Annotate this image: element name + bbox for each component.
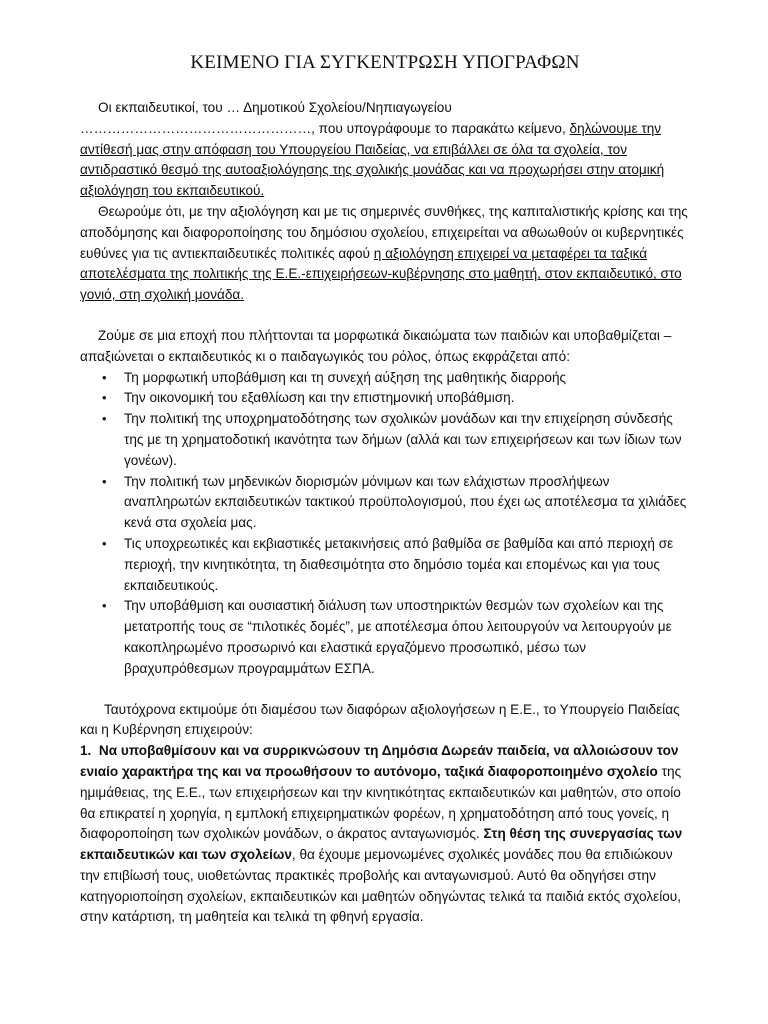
spacer xyxy=(80,306,690,326)
second-paragraph-text: Θεωρούμε ότι, με την αξιολόγηση και με τις σημερινές συνθήκες, της καπιταλιστικής κρίσης και της αποδόμησης και διαφοροποίησης του δημόσιου σχολείου, επιχειρείται να αθωωθούν οι κυβερνητικές ευθύνες για τις αντιεκπαιδευτικές πολιτικές αφού xyxy=(80,203,688,261)
list-item-text: Τις υποχρεωτικές και εκβιαστικές μετακινήσεις από βαθμίδα σε βαθμίδα και από περιοχή σε περιοχή, την κινητικότητα, τη διαθεσιμότητα στο δημόσιο τομέα και επομένως και για τους εκπαιδευτικούς. xyxy=(124,535,674,593)
second-paragraph xyxy=(80,202,690,306)
list-item-text: Την οικονομική του εξαθλίωση και την επιστημονική υποβάθμιση. xyxy=(124,390,515,406)
intro-paragraph xyxy=(80,98,690,202)
list-item xyxy=(80,472,690,534)
list-item-text: Την πολιτική των μηδενικών διορισμών μόνιμων και των ελάχιστων προσλήψεων αναπληρωτών εκπαιδευτικών τακτικού προϋπολογισμού, που έχει ως αποτέλεσμα τα χιλιάδες κενά στα σχολεία μας. xyxy=(124,473,687,531)
list-item xyxy=(80,596,690,679)
third-paragraph: Ζούμε σε μια εποχή που πλήττονται τα μορφωτικά δικαιώματα των παιδιών και υποβαθμίζεται – απαξιώνεται ο εκπαιδευτικός κι ο παιδαγωγικός του ρόλος, όπως εκφράζεται από: xyxy=(80,327,672,364)
list-item xyxy=(80,534,690,596)
point-one-paragraph xyxy=(80,741,690,928)
bullet-icon: • xyxy=(102,598,107,614)
bullet-icon: • xyxy=(102,535,107,551)
point-one-bold-lead: Να υποβαθμίσουν και να συρρικνώσουν τη Δημόσια Δωρεάν παιδεία, να αλλοιώσουν τον ενιαίο χαρακτήρα της και να προωθήσουν το αυτόνομο, ταξικά διαφοροποιημένο σχολείο xyxy=(80,743,679,779)
list-item-text: Την υποβάθμιση και ουσιαστική διάλυση των υποστηρικτών θεσμών των σχολείων και της μετατροπής τους σε “πιλοτικές δομές”, με αποτέλεσμα όπου λειτουργούν να λειτουργούν με κακοπληρωμένο προσωρινό και ελαστικά εργαζόμενο προσωπικό, μέσω των βραχυπρόθεσμων προγραμμάτων ΕΣΠΑ. xyxy=(124,598,672,676)
second-paragraph-emphasis: η αξιολόγηση επιχειρεί να μεταφέρει τα ταξικά αποτελέσματα της πολιτικής της Ε.Ε.-επιχειρήσεων-κυβέρνησης στο μαθητή, στον εκπαιδευτικό, στο γονιό, στη σχολική μονάδα. xyxy=(80,245,682,303)
bullet-icon: • xyxy=(102,369,107,385)
document-title: ΚΕΙΜΕΝΟ ΓΙΑ ΣΥΓΚΕΝΤΡΩΣΗ ΥΠΟΓΡΑΦΩΝ xyxy=(190,52,580,73)
bullet-icon: • xyxy=(102,390,107,406)
list-item xyxy=(80,368,690,389)
fourth-paragraph: Ταυτόχρονα εκτιμούμε ότι διαμέσου των διαφόρων αξιολογήσεων η Ε.Ε., το Υπουργείο Παιδείας και η Κυβέρνηση επιχειρούν: xyxy=(80,701,680,738)
point-one-text-end: , θα έχουμε μεμονωμένες σχολικές μονάδες που θα επιδιώκουν την επιβίωσή τους, υιοθετώντας πρακτικές προβολής και ανταγωνισμού. Αυτό θα οδηγήσει στην κατηγοριοποίηση σχολείων, εκπαιδευτικών και μαθητών οδηγώντας τελικά τα παιδιά εκτός σχολείου, στην κατάρτιση, τη μαθητεία και τελικά τη φθηνή εργασία. xyxy=(80,847,682,925)
list-item-text: Τη μορφωτική υποβάθμιση και τη συνεχή αύξηση της μαθητικής διαρροής xyxy=(124,369,567,385)
spacer xyxy=(80,680,690,700)
point-one-number: 1. xyxy=(80,743,92,759)
point-one-bold-middle: Στη θέση της συνεργασίας των εκπαιδευτικών και των σχολείων xyxy=(80,826,683,863)
intro-emphasis: δηλώνουμε την αντίθεσή μας στην απόφαση του Υπουργείου Παιδείας, να επιβάλλει σε όλα τα σχολεία, τον αντιδραστικό θεσμό της αυτοαξιολόγησης της σχολικής μονάδας και να προχωρήσει στην ατομική αξιολόγηση του εκπαιδευτικού. xyxy=(80,120,665,199)
list-item xyxy=(80,409,690,471)
bullet-icon: • xyxy=(102,411,107,427)
intro-text: Οι εκπαιδευτικοί, του … Δημοτικού Σχολείου/Νηπιαγωγείου ……………………………………………, που υπογράφουμε το παρακάτω κείμενο, xyxy=(80,100,570,136)
list-item-text: Την πολιτική της υποχρηματοδότησης των σχολικών μονάδων και την επιχείρηση σύνδεσής της με τη χρηματοδοτική ικανότητα των δήμων (αλλά και των επιχειρήσεων και των ίδιων των γονέων). xyxy=(124,411,682,468)
list-item xyxy=(80,388,690,409)
point-one-text: της ημιμάθειας, της Ε.Ε., των επιχειρήσεων και την κινητικότητας εκπαιδευτικών και μαθητών, στο οποίο θα επικρατεί η χορηγία, η εμπλοκή επιχειρηματικών φορέων, η χρηματοδότηση από τους γονείς, η διαφοροποίηση των σχολικών μονάδων, ο άκρατος ανταγωνισμός. xyxy=(80,763,682,842)
bullet-list xyxy=(80,368,690,680)
bullet-icon: • xyxy=(102,473,107,489)
